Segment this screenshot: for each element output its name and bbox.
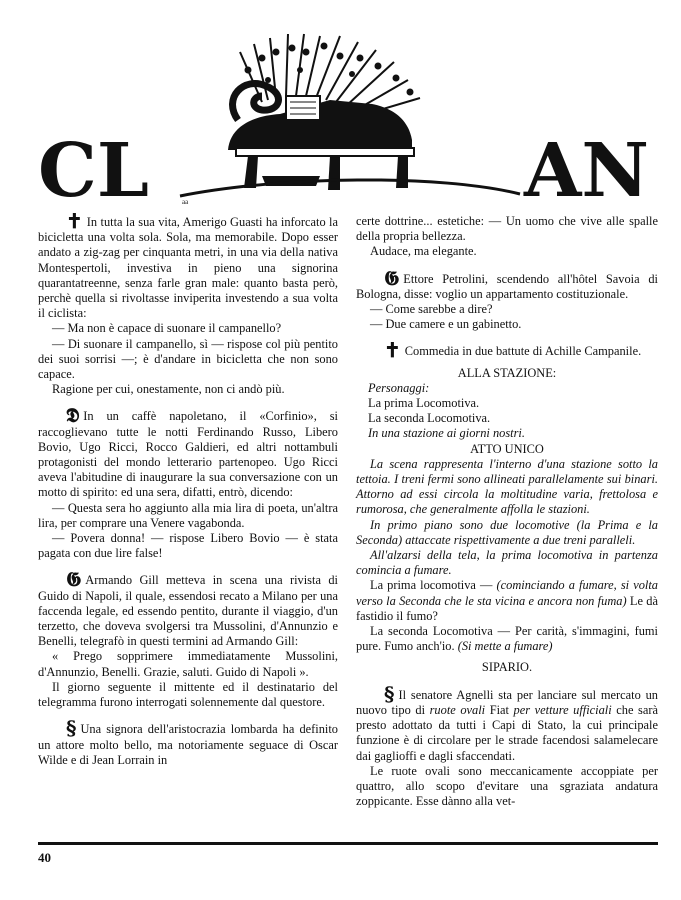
act-heading: ATTO UNICO — [470, 441, 544, 456]
artist-signature: aa — [182, 198, 189, 206]
g-monogram-ornament-icon: 𝕲 — [66, 567, 82, 592]
title-right: AN — [524, 128, 650, 212]
paragraph: — Ma non è capace di suonare il campanello? — [52, 321, 282, 336]
title-left: CL — [38, 128, 149, 212]
paragraph: « Prego sopprimere immediatamente Mussolini, d'Annunzio, Benelli. Grazie, saluti. Guido di Napoli ». — [38, 649, 338, 679]
dialogue-line: La seconda Locomotiva — Per carità, s'immagini, fumi pure. Fumo anch'io. (Si mette a fumare) — [356, 624, 658, 654]
section-ornament-icon: § — [384, 681, 395, 706]
ground-arc — [180, 180, 520, 196]
anecdote-guasti: ✝ In tutta la sua vita, Amerigo Guasti ha inforcato la bicicletta una volta sola. Sola, ma memorabile. Dopo esser andato a zig-zag per cinquanta metri, in una via della nativa Montespertoli, investiva in pieno una signorina quarantatreenne, senza farle gran male: quanto basta però, perchè quella si rivoltasse inviperita investendo a sua volta il ciclista: — [38, 209, 338, 321]
anecdote-corfinio: 𝕯 In un caffè napoletano, il «Corfinio», si raccoglievano tutte le notti Ferdinando Russo, Libero Bovio, Ugo Ricci, Rocco Galdieri, ed altri nottambuli protagonisti del mondo letterario partenopeo. Ugo Ricci aveva l'abitudine di inaugurare la sua conversazione con un motto di spirito: ed una sera, difatti, entrò, dicendo: — [38, 403, 338, 500]
paragraph: — Di suonare il campanello, sì — rispose col più pentito dei suoi sorrisi —; è d'andare in bicicletta che non sono capace. — [38, 336, 338, 382]
setting-line: In una stazione ai giorni nostri. — [368, 426, 525, 441]
page-number: 40 — [38, 850, 51, 865]
piano-leg-middle — [328, 156, 340, 190]
character-item: La prima Locomotiva. — [368, 396, 480, 411]
piano-leg-right — [396, 156, 408, 188]
cross-ornament-icon: ✝ — [66, 209, 83, 233]
paragraph: — Questa sera ho aggiunto alla mia lira di poeta, un'altra lira, per comprare una Venere vagabonda. — [38, 500, 338, 530]
section-ornament-icon: § — [66, 716, 77, 741]
character-item: La seconda Locomotiva. — [368, 411, 491, 426]
anecdote-gill: 𝕲 Armando Gill metteva in scena una rivista di Guido di Napoli, il quale, essendosi recato a Milano per una faccenda legale, ed essendo pentito, durante il viaggio, d'un terzetto, che doveva svolgersi tra Mussolini, d'Annunzio e Benelli, telegrafò in questi termini ad Armando Gill: — [38, 567, 338, 649]
paragraph: — Come sarebbe a dire? — [370, 302, 493, 317]
left-column — [38, 209, 338, 768]
g-monogram-ornament-icon: 𝕲 — [384, 265, 400, 290]
piano-illustration — [0, 0, 681, 212]
dialogue-line: La prima locomotiva — (cominciando a fumare, si volta verso la Seconda che le sta vicina e ancora non fuma) Le dà fastidio il fumo? — [356, 578, 658, 623]
paragraph: certe dottrine... estetiche: — Un uomo che vive alle spalle della propria bellezza. — [356, 214, 658, 244]
piano-leg-left — [244, 156, 258, 188]
stage-direction: In primo piano sono due locomotive (la Prima e la Seconda) attaccate rispettivamente a due treni paralleli. — [356, 517, 658, 547]
stage-direction: All'alzarsi della tela, la prima locomotiva in partenza comincia a fumare. — [356, 548, 658, 578]
anecdote-signora: § Una signora dell'aristocrazia lombarda ha definito un attore molto bello, ma notoriamente seguace di Oscar Wilde e di Jean Lorrain in — [38, 716, 338, 767]
anecdote-agnelli: § Il senatore Agnelli sta per lanciare sul mercato un nuovo tipo di ruote ovali Fiat per vetture ufficiali che sarà presto adottato da tutti i Capi di Stato, la cui principale funzione è di circolare per le strade facendosi salamelecare dai gaglioffi e dagli sfaccendati. — [356, 681, 658, 763]
piano-keyboard — [236, 148, 414, 156]
paragraph: Ragione per cui, onestamente, non ci andò più. — [52, 382, 285, 397]
footer-rule — [38, 842, 658, 845]
scene-heading: ALLA STAZIONE: — [457, 365, 557, 380]
paragraph: Audace, ma elegante. — [370, 244, 477, 259]
right-column — [356, 214, 658, 809]
anecdote-campanile: ✝ Commedia in due battute di Achille Campanile. — [356, 343, 658, 359]
paragraph: Le ruote ovali sono meccanicamente accoppiate per quattro, allo scopo d'evitare una sgraziata andatura zoppicante. Esse dànno alla vet- — [356, 763, 658, 809]
paragraph: — Due camere e un gabinetto. — [370, 317, 522, 332]
header-illustration — [0, 0, 681, 212]
paragraph: Il giorno seguente il mittente ed il destinatario del telegramma furono interrogati solennemente dal questore. — [38, 679, 338, 710]
characters-label: Personaggi: — [368, 380, 430, 395]
stage-direction: La scena rappresenta l'interno d'una stazione sotto la tettoia. I treni fermi sono allineati parallelamente sui binari. Attorno ad essi circola la moltitudine varia, frettolosa e rumorosa, che generalmente affolla le stazioni. — [356, 456, 658, 517]
d-monogram-ornament-icon: 𝕯 — [66, 403, 80, 428]
anecdote-petrolini: 𝕲 Ettore Petrolini, scendendo all'hôtel Savoia di Bologna, disse: voglio un appartamento costituzionale. — [356, 265, 658, 301]
curtain-heading: SIPARIO. — [481, 660, 533, 675]
cross-ornament-icon: ✝ — [384, 338, 401, 363]
paragraph: — Povera donna! — rispose Libero Bovio — è stata pagata con due lire false! — [38, 531, 338, 561]
